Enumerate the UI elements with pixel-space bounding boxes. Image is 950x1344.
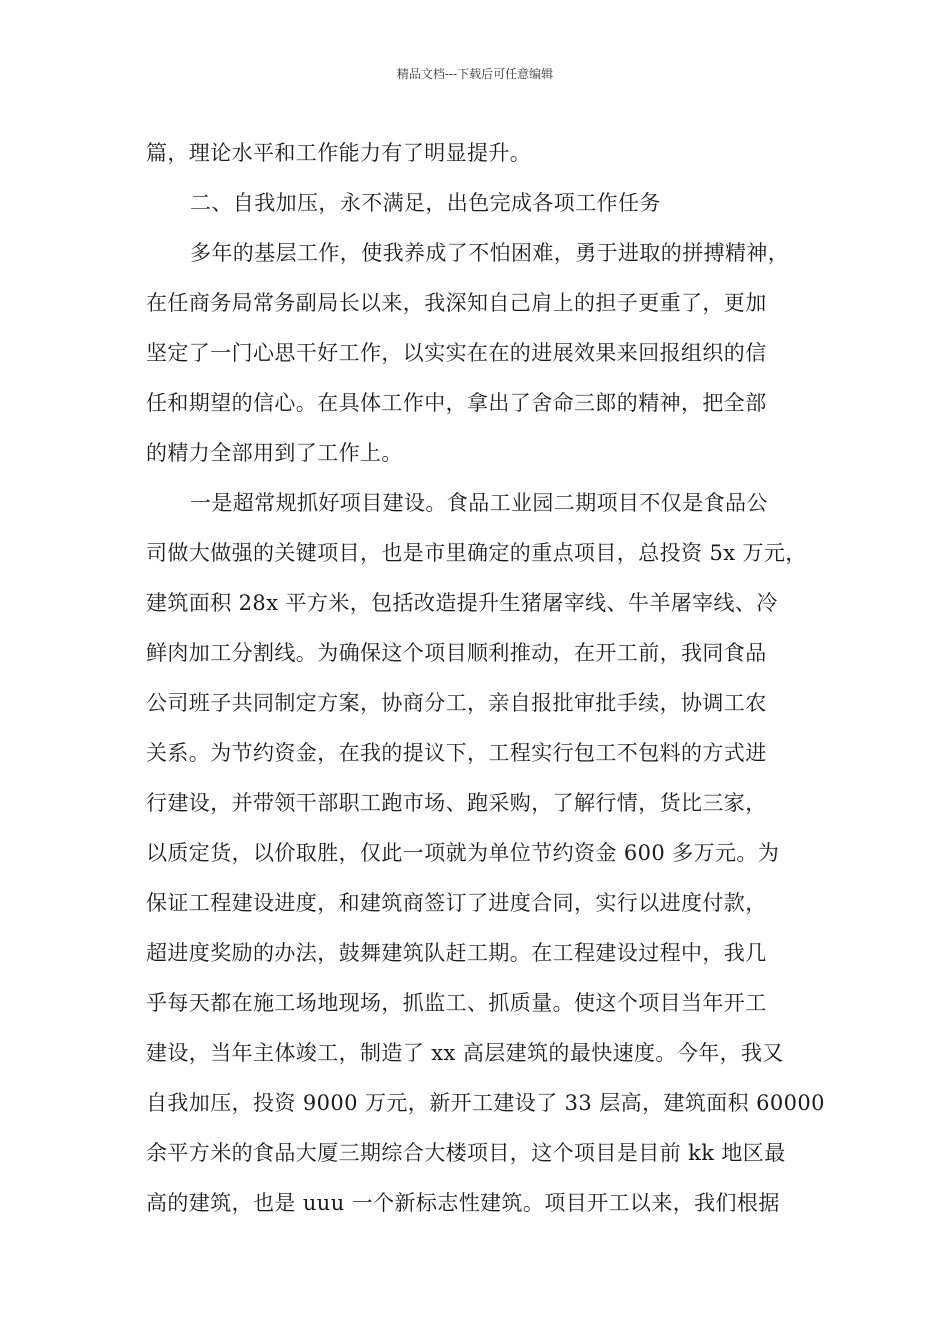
- text-line: 超进度奖励的办法，鼓舞建筑队赶工期。在工程建设过程中，我几: [146, 941, 767, 965]
- text-line: 篇，理论水平和工作能力有了明显提升。: [146, 141, 532, 165]
- text-line: 自我加压，投资 9000 万元，新开工建设了 33 层高，建筑面积 60000: [146, 1091, 825, 1115]
- text-line: 任和期望的信心。在具体工作中，拿出了舍命三郎的精神，把全部: [146, 391, 767, 415]
- text-line: 鲜肉加工分割线。为确保这个项目顺利推动，在开工前，我同食品: [146, 641, 767, 665]
- text-line: 公司班子共同制定方案，协商分工，亲自报批审批手续，协调工农: [146, 691, 767, 715]
- text-line: 一是超常规抓好项目建设。食品工业园二期项目不仅是食品公: [190, 491, 768, 515]
- text-line: 保证工程建设进度，和建筑商签订了进度合同，实行以进度付款，: [146, 891, 767, 915]
- text-line: 乎每天都在施工场地现场，抓监工、抓质量。使这个项目当年开工: [146, 991, 767, 1015]
- text-line: 建筑面积 28x 平方米，包括改造提升生猪屠宰线、牛羊屠宰线、冷: [146, 591, 778, 615]
- text-line: 高的建筑，也是 uuu 一个新标志性建筑。项目开工以来，我们根据: [146, 1191, 780, 1215]
- text-line: 以质定货，以价取胜，仅此一项就为单位节约资金 600 多万元。为: [146, 841, 780, 865]
- section-heading: 二、自我加压，永不满足，出色完成各项工作任务: [190, 191, 661, 215]
- text-line: 建设，当年主体竣工，制造了 xx 高层建筑的最快速度。今年，我又: [146, 1041, 784, 1065]
- text-line: 余平方米的食品大厦三期综合大楼项目，这个项目是目前 kk 地区最: [146, 1141, 786, 1165]
- text-line: 司做大做强的关键项目，也是市里确定的重点项目，总投资 5x 万元，: [146, 541, 807, 565]
- text-line: 的精力全部用到了工作上。: [146, 441, 403, 465]
- text-line: 多年的基层工作，使我养成了不怕困难，勇于进取的拼搏精神，: [190, 241, 790, 265]
- page-header: 精品文档---下载后可任意编辑: [396, 67, 554, 81]
- text-line: 坚定了一门心思干好工作，以实实在在的进展效果来回报组织的信: [146, 341, 767, 365]
- document-body: [146, 128, 826, 1228]
- text-line: 行建设，并带领干部职工跑市场、跑采购，了解行情，货比三家，: [146, 791, 767, 815]
- text-line: 关系。为节约资金，在我的提议下，工程实行包工不包料的方式进: [146, 741, 767, 765]
- text-line: 在任商务局常务副局长以来，我深知自己肩上的担子更重了，更加: [146, 291, 767, 315]
